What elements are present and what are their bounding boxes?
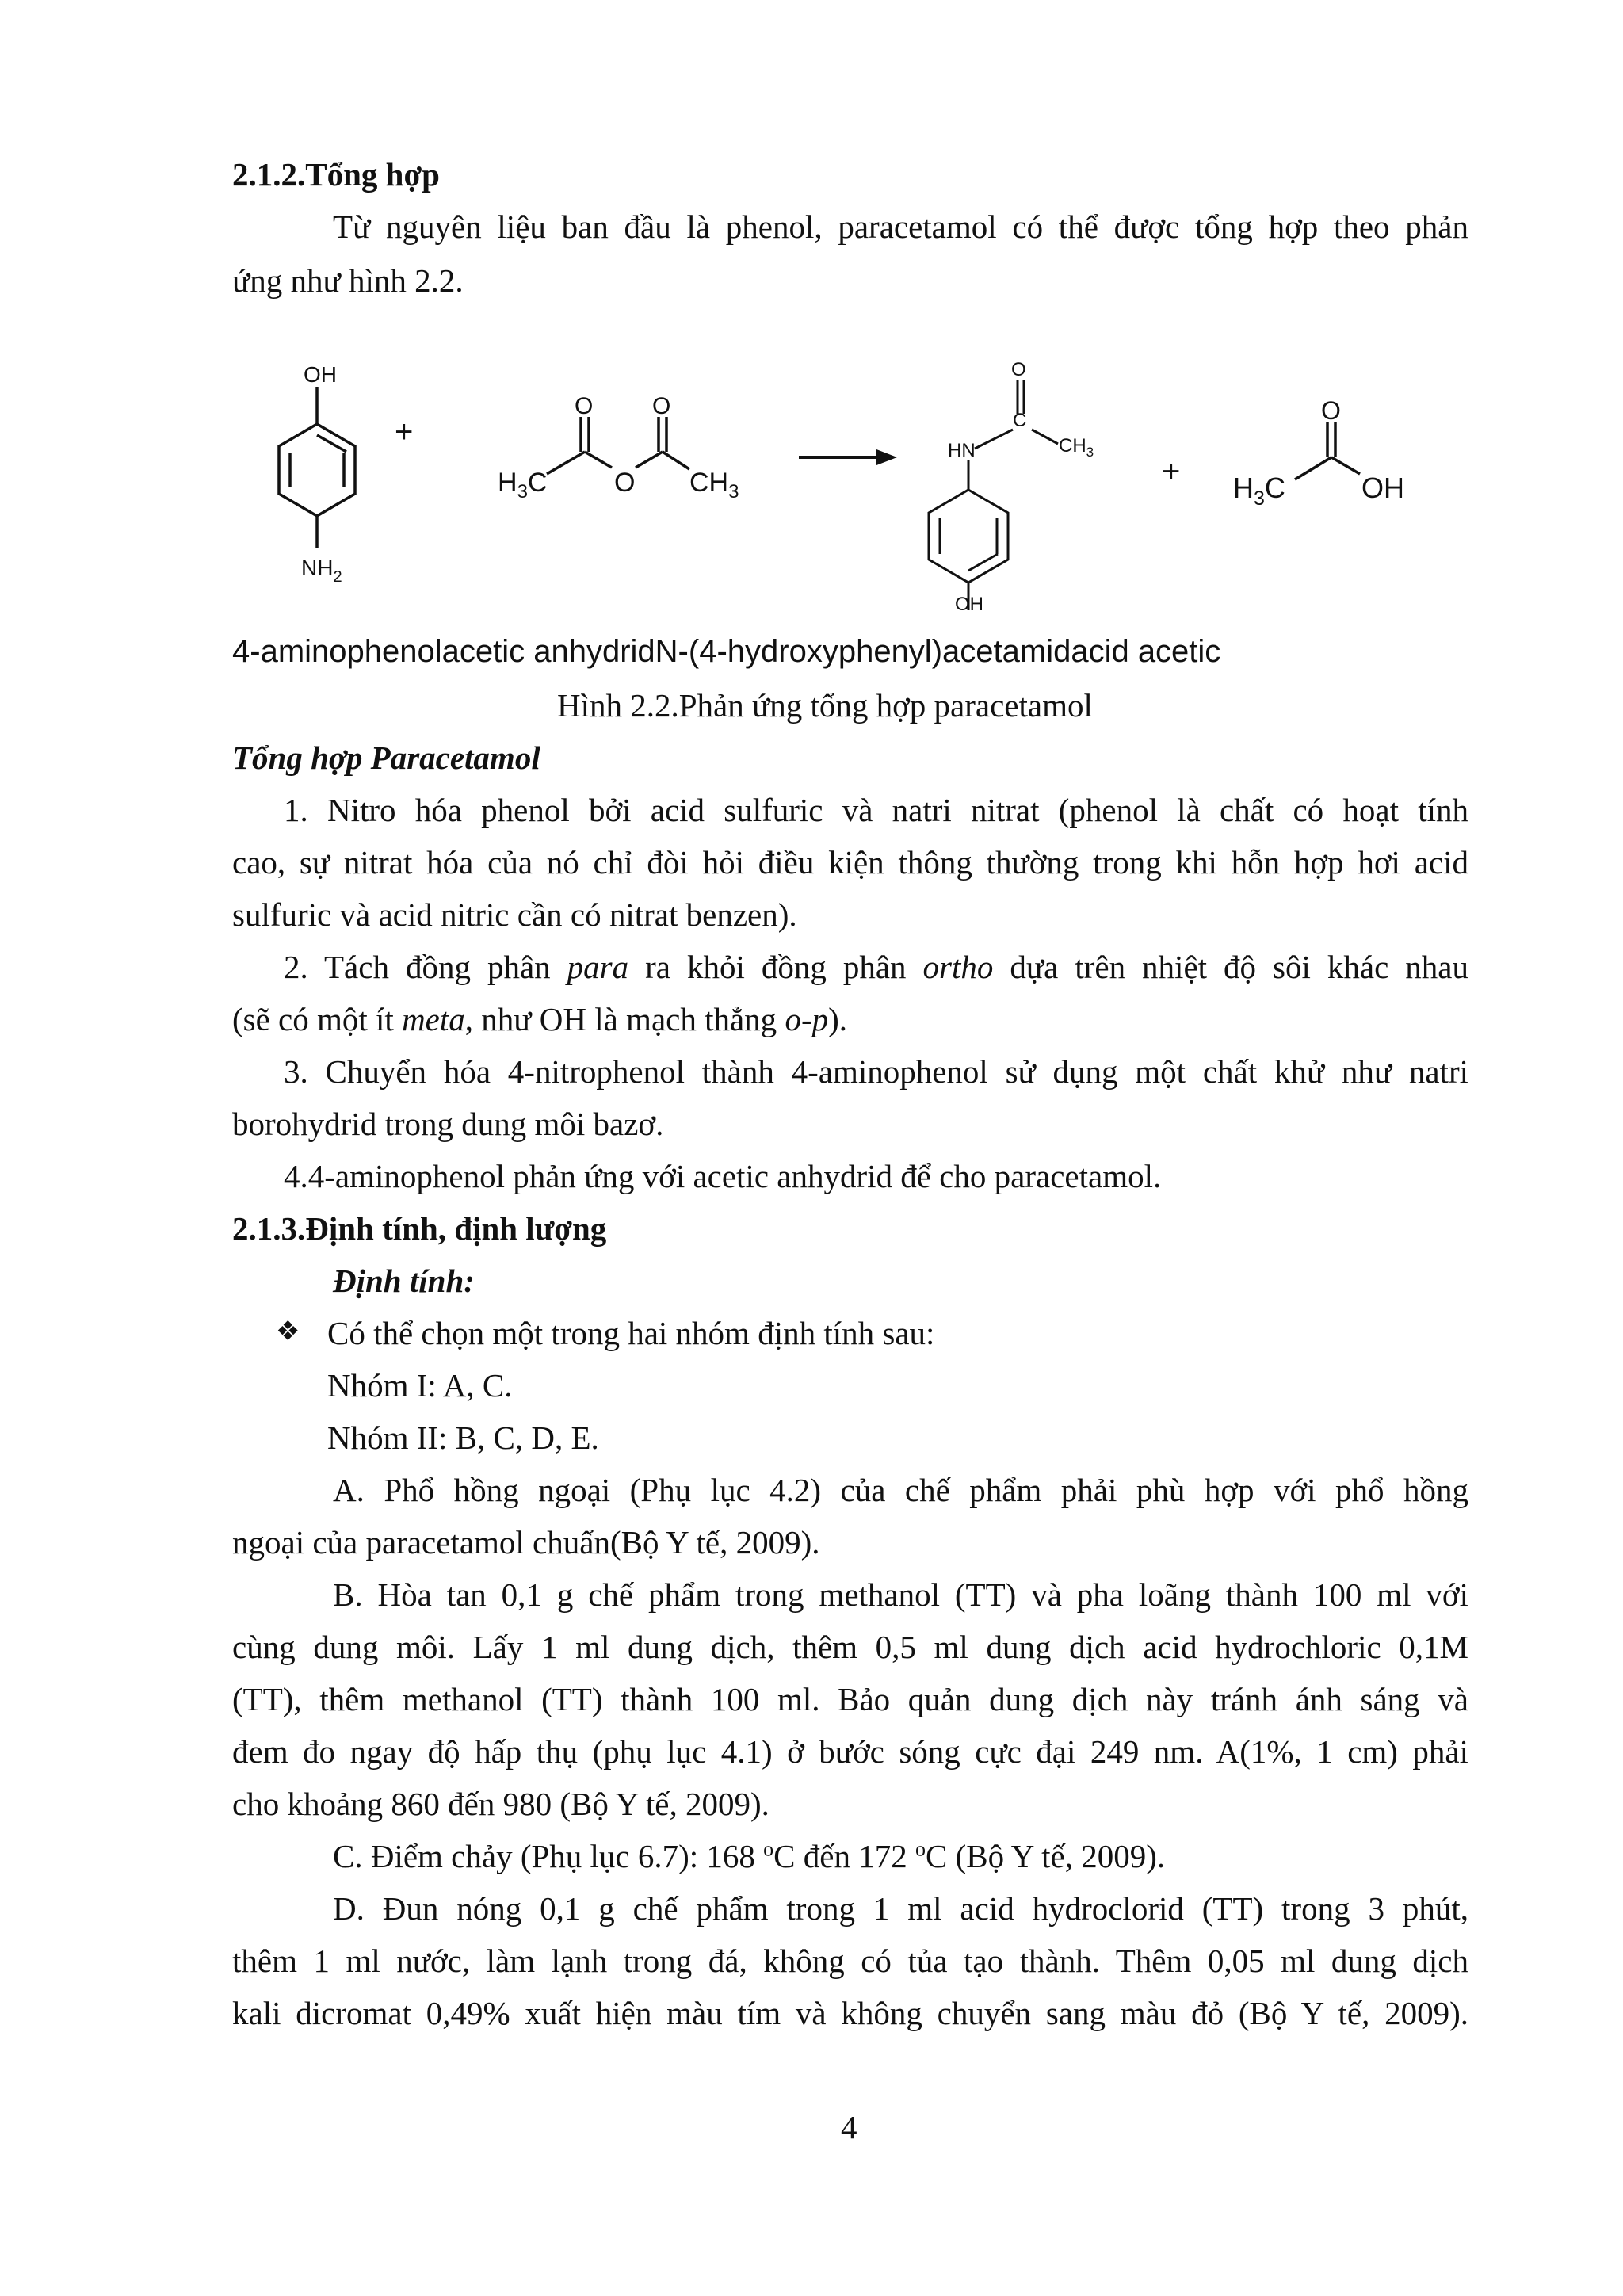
paracetamol-ch3-label: $CH_3$	[1059, 435, 1094, 460]
test-d-line-1: D. Đun nóng 0,1 g chế phẩm trong 1 ml acid hydroclorid (TT) trong 3 phút,	[333, 1890, 1468, 1927]
test-b-line-2: cùng dung môi. Lấy 1 ml dung dịch, thêm 0,5 ml dung dịch acid hydrochloric 0,1M	[232, 1629, 1468, 1665]
product-paracetamol	[929, 380, 1058, 610]
aminophenol-oh-label: OH	[304, 362, 337, 387]
step-3-line-1: 3. Chuyển hóa 4-nitrophenol thành 4-aminophenol sử dụng một chất khử như natri	[284, 1053, 1468, 1090]
step-2-line-2: (sẽ có một ít meta, như OH là mạch thẳng o-p).	[232, 1001, 847, 1037]
intro-line-2: ứng như hình 2.2.	[232, 262, 464, 299]
page-number: 4	[841, 2109, 857, 2145]
diamond-bullet-icon: ❖	[276, 1317, 300, 1347]
test-b-line-1: B. Hòa tan 0,1 g chế phẩm trong methanol (TT) và pha loãng thành 100 ml với	[333, 1576, 1468, 1613]
paracetamol-o-label: O	[1011, 359, 1026, 380]
choose-groups-text: Có thể chọn một trong hai nhóm định tính sau:	[327, 1315, 935, 1351]
step-3-line-2: borohydrid trong dung môi bazơ.	[232, 1106, 664, 1142]
test-c-line: C. Điểm chảy (Phụ lục 6.7): 168 $^o$C đến 172 $^o$C (Bộ Y tế, 2009).	[333, 1837, 1166, 1874]
group-2-text: Nhóm II: B, C, D, E.	[327, 1419, 599, 1456]
step-1-line-2: cao, sự nitrat hóa của nó chỉ đòi hỏi điều kiện thông thường trong khi hỗn hợp hơi acid	[232, 844, 1468, 881]
compound-names-line: 4-aminophenolacetic anhydridN-(4-hydroxyphenyl)acetamidacid acetic	[232, 634, 1221, 669]
paracetamol-hn-label: HN	[948, 440, 976, 461]
reaction-diagram	[0, 341, 1623, 626]
plus-sign-2: +	[1162, 454, 1181, 489]
anhydride-bridge-o-label: O	[614, 468, 636, 498]
acetic-acid-o-label: O	[1321, 396, 1341, 425]
group-1-text: Nhóm I: A, C.	[327, 1367, 513, 1404]
reactant-acetic-anhydride	[547, 417, 689, 474]
acetic-acid-h3c-label: $H_3C$	[1233, 472, 1285, 510]
plus-sign-1: +	[395, 415, 414, 449]
qualitative-subheading: Định tính:	[333, 1263, 475, 1299]
anhydride-ch3-label: $CH_3$	[689, 468, 739, 502]
reactant-4-aminophenol	[279, 387, 355, 548]
aminophenol-nh2-label: $NH_2$	[301, 556, 342, 586]
acetic-acid-oh-label: OH	[1361, 472, 1404, 504]
paracetamol-c-label: C	[1013, 410, 1027, 431]
anhydride-o1-label: O	[575, 393, 594, 419]
test-d-line-3: kali dicromat 0,49% xuất hiện màu tím và không chuyển sang màu đỏ (Bộ Y tế, 2009).	[232, 1995, 1468, 2031]
step-2-line-1: 2. Tách đồng phân para ra khỏi đồng phân ortho dựa trên nhiệt độ sôi khác nhau	[284, 949, 1468, 985]
step-4: 4.4-aminophenol phản ứng với acetic anhydrid để cho paracetamol.	[284, 1158, 1162, 1194]
figure-caption: Hình 2.2.Phản ứng tổng hợp paracetamol	[557, 687, 1093, 724]
anhydride-h3c-label: $H_3C$	[498, 468, 548, 502]
test-b-line-4: đem đo ngay độ hấp thụ (phụ lục 4.1) ở bước sóng cực đại 249 nm. A(1%, 1 cm) phải	[232, 1733, 1468, 1770]
test-a-line-2: ngoại của paracetamol chuẩn(Bộ Y tế, 2009).	[232, 1524, 820, 1561]
product-acetic-acid	[1295, 422, 1360, 479]
test-d-line-2: thêm 1 ml nước, làm lạnh trong đá, không có tủa tạo thành. Thêm 0,05 ml dung dịch	[232, 1943, 1468, 1979]
step-1-line-3: sulfuric và acid nitric cần có nitrat benzen).	[232, 896, 797, 933]
test-b-line-5: cho khoảng 860 đến 980 (Bộ Y tế, 2009).	[232, 1786, 769, 1822]
paracetamol-oh-label: OH	[955, 594, 983, 615]
anhydride-o2-label: O	[652, 393, 671, 419]
section-heading-2-1-2: 2.1.2.Tổng hợp	[232, 156, 440, 193]
intro-line-1: Từ nguyên liệu ban đầu là phenol, paracetamol có thể được tổng hợp theo phản	[333, 208, 1468, 245]
test-b-line-3: (TT), thêm methanol (TT) thành 100 ml. Bảo quản dung dịch này tránh ánh sáng và	[232, 1681, 1468, 1717]
step-1-line-1: 1. Nitro hóa phenol bởi acid sulfuric và natri nitrat (phenol là chất có hoạt tính	[284, 792, 1468, 828]
test-a-line-1: A. Phổ hồng ngoại (Phụ lục 4.2) của chế phẩm phải phù hợp với phổ hồng	[333, 1472, 1468, 1508]
reaction-arrowhead	[876, 449, 897, 465]
synthesis-heading: Tổng hợp Paracetamol	[232, 739, 540, 776]
section-heading-2-1-3: 2.1.3.Định tính, định lượng	[232, 1210, 607, 1247]
